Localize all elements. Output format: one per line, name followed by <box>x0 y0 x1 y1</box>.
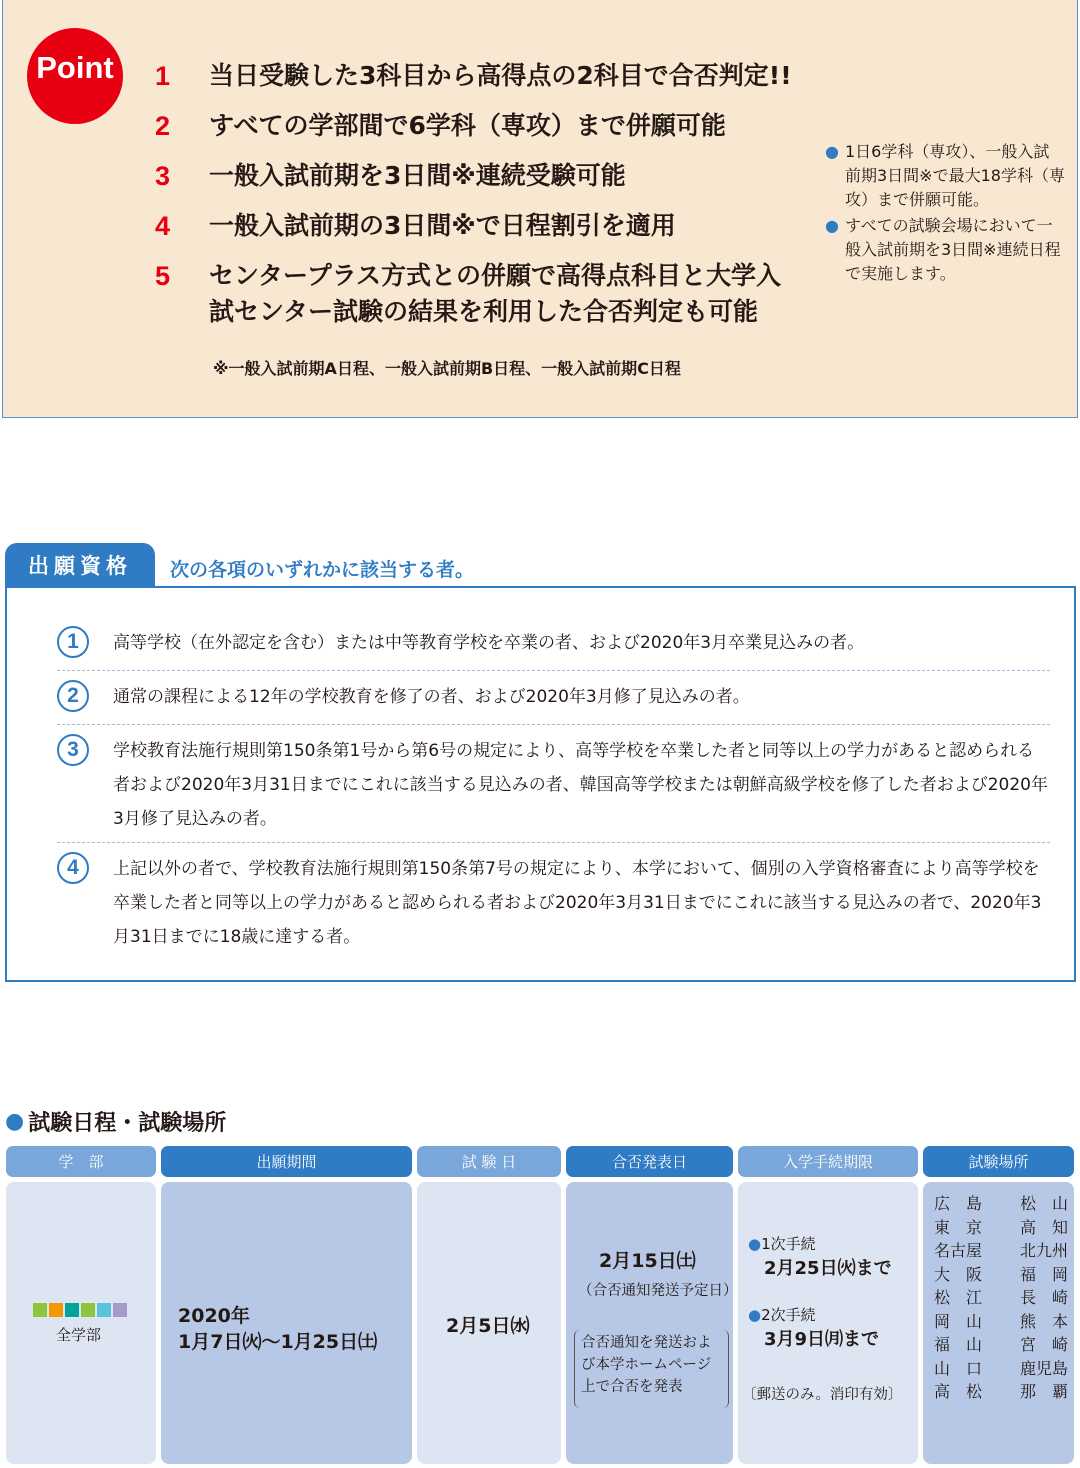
divider <box>57 842 1050 843</box>
header-venue: 試験場所 <box>923 1146 1074 1177</box>
venue-row <box>934 1239 1068 1263</box>
point-number: 3 <box>155 161 171 191</box>
deadline-2-date: 3月9日㈪まで <box>764 1329 880 1350</box>
point-number: 5 <box>155 261 171 291</box>
qualification-tab: 出願資格 <box>5 543 155 587</box>
point-item <box>155 108 829 144</box>
point-item <box>155 258 799 330</box>
cell-dept <box>6 1182 156 1464</box>
deadline-2-label: 2次手続 <box>761 1306 816 1324</box>
color-square <box>97 1303 111 1317</box>
result-day: 2月15日㈯ <box>599 1250 696 1272</box>
bracket-line: 上で合否を発表 <box>581 1379 683 1395</box>
deadline-1-label: 1次手続 <box>761 1235 816 1253</box>
point-item <box>155 58 829 94</box>
header-result-day: 合否発表日 <box>566 1146 733 1177</box>
schedule-title <box>5 1106 226 1137</box>
point-text: 当日受験した3科目から高得点の2科目で合否判定!! <box>209 61 792 90</box>
schedule-title-text: 試験日程・試験場所 <box>28 1111 227 1136</box>
result-note: （合否通知発送予定日） <box>578 1283 738 1299</box>
deadline-1-label-row <box>748 1233 816 1254</box>
point-text: 一般入試前期の3日間※で日程割引を適用 <box>209 211 676 240</box>
faculty-color-squares <box>33 1303 127 1317</box>
qualification-text: 学校教育法施行規則第150条第1号から第6号の規定により、高等学校を卒業した者と同等以上の学力があると認められる者および2020年3月31日までにこれに該当する見込みの者、韓国高等学校または朝鮮高級学校を修了した者および2020年3月修了見込みの者。 <box>113 741 1048 829</box>
venue-row <box>934 1192 1068 1216</box>
venue: 長 崎 <box>1019 1288 1068 1307</box>
bracket-line: 合否通知を発送およ <box>581 1335 712 1351</box>
point-footnote: ※一般入試前期A日程、一般入試前期B日程、一般入試前期C日程 <box>213 359 681 378</box>
venue: 大 阪 <box>934 1264 983 1284</box>
dept-name: 全学部 <box>56 1326 102 1344</box>
qualification-item <box>57 626 1052 660</box>
divider <box>57 724 1050 725</box>
deadline-note: 〔郵送のみ。消印有効〕 <box>742 1387 903 1403</box>
venue: 松 江 <box>934 1288 983 1307</box>
point-text: すべての学部間で6学科（専攻）まで併願可能 <box>209 111 726 140</box>
venue-row <box>934 1333 1068 1357</box>
number-circle: 2 <box>57 680 89 712</box>
venue: 岡 山 <box>934 1311 983 1331</box>
exam-day: 2月5日㈬ <box>446 1315 530 1337</box>
venue: 北九州 <box>1019 1241 1068 1260</box>
divider <box>57 670 1050 671</box>
result-bracket <box>574 1330 729 1408</box>
venue: 熊 本 <box>1019 1311 1068 1331</box>
venue: 福 岡 <box>1019 1264 1068 1284</box>
venue: 那 覇 <box>1019 1382 1068 1401</box>
header-deadline: 入学手続期限 <box>738 1146 918 1177</box>
color-square <box>65 1303 79 1317</box>
number-circle: 4 <box>57 852 89 884</box>
deadline-2-label-row <box>748 1304 816 1325</box>
venue: 宮 崎 <box>1019 1335 1068 1354</box>
side-note-text: 1日6学科（専攻）、一般入試前期3日間※で最大18学科（専攻）まで併願可能。 <box>845 142 1065 209</box>
qualification-text: 上記以外の者で、学校教育法施行規則第150条第7号の規定により、本学において、個別の入学資格審査により高等学校を卒業した者と同等以上の学力があると認められる者および2020年3月31日までにこれに該当する見込みの者で、2020年3月31日までに18歳に達する者。 <box>113 859 1042 947</box>
venue: 鹿児島 <box>1019 1358 1068 1378</box>
venue: 福 山 <box>934 1335 983 1354</box>
bullet-icon: ● <box>825 216 839 235</box>
number-circle: 1 <box>57 626 89 658</box>
venue-row <box>934 1286 1068 1310</box>
deadline-1-date: 2月25日㈫まで <box>764 1258 892 1279</box>
venue: 名古屋 <box>934 1241 983 1260</box>
point-number: 2 <box>155 111 171 141</box>
point-item <box>155 158 829 194</box>
bullet-icon: ● <box>5 1109 25 1134</box>
venue: 松 山 <box>1019 1194 1068 1213</box>
side-note-text: すべての試験会場において一般入試前期を3日間※連続日程で実施します。 <box>845 216 1061 283</box>
qualification-box <box>5 586 1076 982</box>
venue-row <box>934 1310 1068 1334</box>
bullet-icon: ● <box>748 1306 762 1324</box>
point-text: 一般入試前期を3日間※連続受験可能 <box>209 161 626 190</box>
qualification-item <box>57 734 1052 836</box>
period-year: 2020年 <box>178 1305 250 1327</box>
venue-row <box>934 1263 1068 1287</box>
point-box <box>2 0 1078 418</box>
cell-result-day <box>566 1182 733 1464</box>
venue-list <box>934 1192 1068 1404</box>
number-circle: 3 <box>57 734 89 766</box>
qualification-item <box>57 852 1052 954</box>
color-square <box>81 1303 95 1317</box>
color-square <box>33 1303 47 1317</box>
point-number: 1 <box>155 61 171 91</box>
bullet-icon: ● <box>748 1235 762 1253</box>
period-range: 1月7日㈫〜1月25日㈯ <box>178 1331 378 1353</box>
venue: 東 京 <box>934 1217 983 1237</box>
color-square <box>49 1303 63 1317</box>
qualification-text: 通常の課程による12年の学校教育を修了の者、および2020年3月修了見込みの者。 <box>113 687 750 707</box>
venue: 広 島 <box>934 1194 983 1213</box>
side-notes <box>825 140 1065 288</box>
side-note <box>825 140 1065 212</box>
venue: 山 口 <box>934 1358 983 1378</box>
venue: 高 松 <box>934 1382 983 1401</box>
venue-row <box>934 1380 1068 1404</box>
header-exam-day: 試 験 日 <box>417 1146 561 1177</box>
side-note <box>825 214 1065 286</box>
qualification-subtitle: 次の各項のいずれかに該当する者。 <box>170 559 475 581</box>
qualification-item <box>57 680 1052 714</box>
qualification-text: 高等学校（在外認定を含む）または中等教育学校を卒業の者、および2020年3月卒業見込みの者。 <box>113 633 865 653</box>
point-number: 4 <box>155 211 171 241</box>
venue-row <box>934 1357 1068 1381</box>
header-dept: 学 部 <box>6 1146 156 1177</box>
header-period: 出願期間 <box>161 1146 412 1177</box>
point-item <box>155 208 829 244</box>
bullet-icon: ● <box>825 142 839 161</box>
color-square <box>113 1303 127 1317</box>
venue: 高 知 <box>1019 1217 1068 1237</box>
point-text: センタープラス方式との併願で高得点科目と大学入試センター試験の結果を利用した合否判定も可能 <box>209 261 782 326</box>
bracket-line: び本学ホームページ <box>581 1357 712 1373</box>
point-badge: Point <box>27 28 123 124</box>
venue-row <box>934 1216 1068 1240</box>
